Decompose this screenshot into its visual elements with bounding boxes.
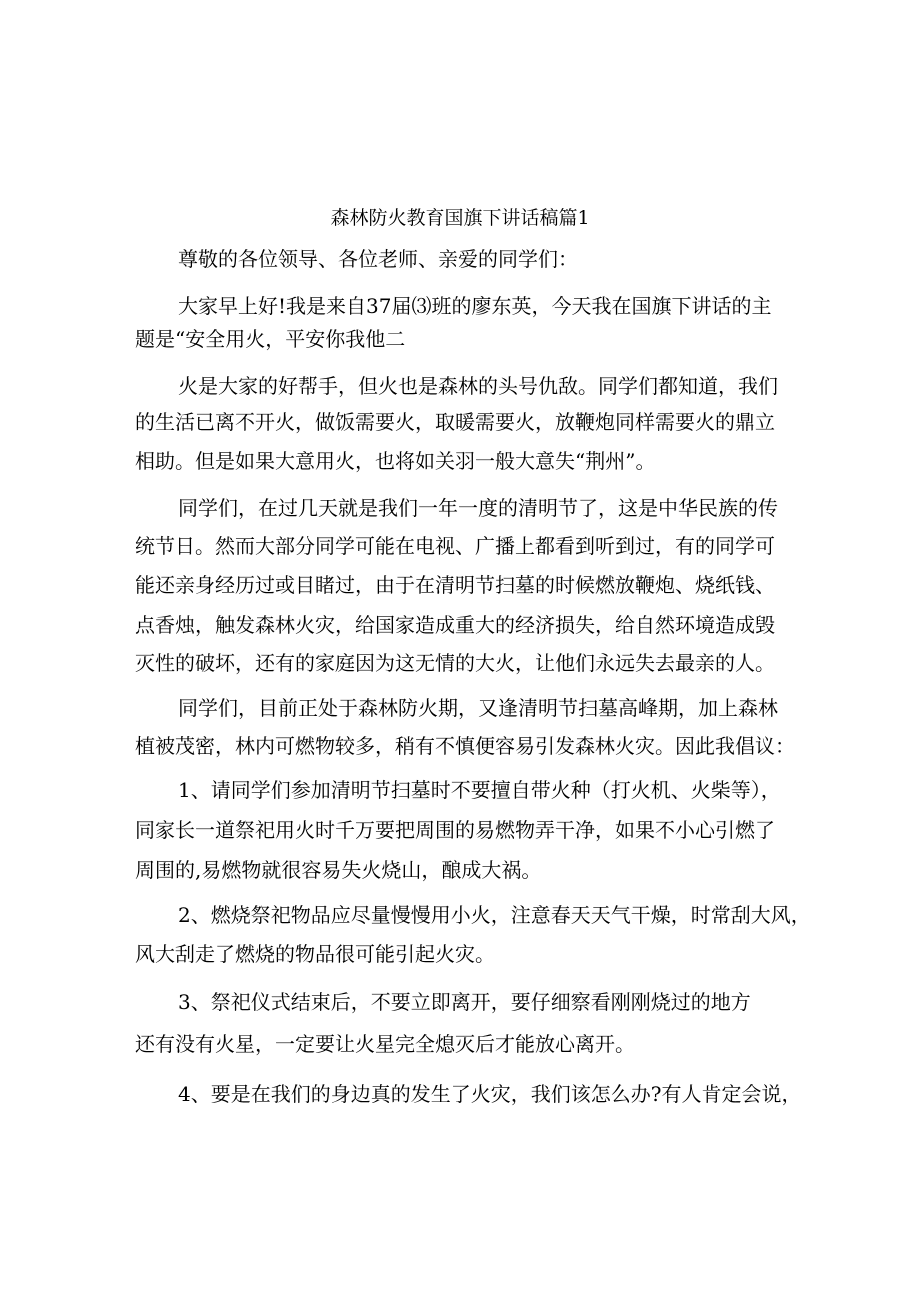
text-line: 火是大家的好帮手，但火也是森林的头号仇敌。同学们都知道，我们 <box>178 374 778 398</box>
text-line: 同学们，在过几天就是我们一年一度的清明节了，这是中华民族的传 <box>178 496 778 520</box>
text-line: 1、请同学们参加清明节扫墓时不要擅自带火种（打火机、火柴等）， <box>178 778 781 802</box>
text-line: 大家早上好!我是来自37届⑶班的廖东英，今天我在国旗下讲话的主 <box>178 294 772 318</box>
text-line: 同学们，目前正处于森林防火期，又逢清明节扫墓高峰期，加上森林 <box>178 696 778 720</box>
text-line: 统节日。然而大部分同学可能在电视、广播上都看到听到过，有的同学可 <box>135 534 775 558</box>
text-line: 4、要是在我们的身边真的发生了火灾，我们该怎么办?有人肯定会说， <box>178 1082 802 1106</box>
text-line: 还有没有火星，一定要让火星完全熄灭后才能放心离开。 <box>135 1032 635 1056</box>
text-line: 2、燃烧祭祀物品应尽量慢慢用小火，注意春天天气干燥，时常刮大风， <box>178 903 811 927</box>
text-line: 尊敬的各位领导、各位老师、亲爱的同学们： <box>178 247 578 271</box>
text-line: 同家长一道祭祀用火时千万要把周围的易燃物弄干净，如果不小心引燃了 <box>135 818 775 842</box>
text-line: 相助。但是如果大意用火，也将如关羽一般大意失“荆州”。 <box>135 449 656 473</box>
text-line: 3、祭祀仪式结束后，不要立即离开，要仔细察看刚刚烧过的地方 <box>178 990 751 1014</box>
document-title: 森林防火教育国旗下讲话稿篇1 <box>330 207 590 229</box>
text-line: 的生活已离不开火，做饭需要火，取暖需要火，放鞭炮同样需要火的鼎立 <box>135 410 775 434</box>
text-line: 风大刮走了燃烧的物品很可能引起火灾。 <box>135 942 495 966</box>
text-line: 灭性的破坏，还有的家庭因为这无情的大火，让他们永远失去最亲的人。 <box>135 651 775 675</box>
text-line: 点香烛，触发森林火灾，给国家造成重大的经济损失，给自然环境造成毁 <box>135 613 775 637</box>
text-line: 题是“安全用火，平安你我他二 <box>135 327 406 351</box>
text-line: 能还亲身经历过或目睹过，由于在清明节扫墓的时候燃放鞭炮、烧纸钱、 <box>135 573 775 597</box>
text-line: 周围的,易燃物就很容易失火烧山，酿成大祸。 <box>135 858 542 882</box>
text-line: 植被茂密，林内可燃物较多，稍有不慎便容易引发森林火灾。因此我倡议： <box>135 734 795 758</box>
